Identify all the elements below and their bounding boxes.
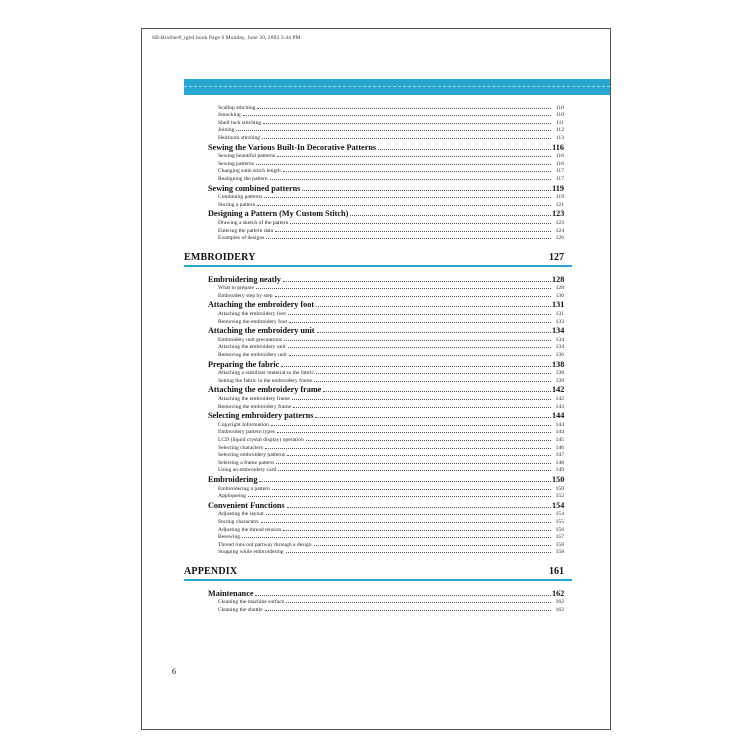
chapter-page: 161 [549,566,564,578]
toc-subentry[interactable] [184,200,564,208]
toc-entry-page: 134 [555,344,564,351]
toc-entry-title: Removing the embroidery frame [218,403,292,410]
toc-entry-title: Scallop stitching [218,104,256,111]
toc-entry-title: Sewing combined patterns [208,183,301,193]
toc-subentry[interactable] [184,402,564,410]
toc-subentry[interactable] [184,167,564,175]
toc-entry-title: Selecting embroidery patterns [218,452,286,459]
leader-dots [275,296,551,297]
toc-entry-page: 148 [555,459,564,466]
leader-dots [315,417,551,418]
toc-subentry[interactable] [184,159,564,167]
toc-entry-title: Resewing [218,534,241,541]
toc-entry-title: Selecting a frame pattern [218,459,275,466]
toc-subentry[interactable] [184,605,564,613]
toc-entry-title: Changing satin stitch length [218,168,281,175]
toc-entry-title: Cleaning the shuttle [218,607,263,614]
leader-dots [287,455,551,456]
toc-subentry[interactable] [184,126,564,134]
toc-subentry[interactable] [184,598,564,606]
toc-section-entry[interactable] [184,273,564,284]
toc-subentry[interactable] [184,234,564,242]
toc-entry-title: Removing the embroidery foot [218,318,288,325]
leader-dots [266,238,551,239]
toc-entry-page: 158 [555,549,564,556]
toc-entry-page: 116 [555,160,564,167]
toc-entry-page: 121 [555,201,564,208]
toc-entry-page: 119 [552,183,564,193]
leader-dots [281,366,551,367]
toc-entry-page: 147 [555,452,564,459]
toc-entry-title: Entering the pattern data [218,227,274,234]
toc-entry-page: 139 [555,377,564,384]
leader-dots [236,130,551,131]
toc-subentry[interactable] [184,309,564,317]
toc-entry-title: Joining [218,127,235,134]
toc-subentry[interactable] [184,484,564,492]
toc-subentry[interactable] [184,376,564,384]
toc-subentry[interactable] [184,548,564,556]
toc-subentry[interactable] [184,533,564,541]
toc-entry-title: Thread runs out partway through a design [218,541,312,548]
toc-subentry[interactable] [184,291,564,299]
toc-subentry[interactable] [184,218,564,226]
toc-entry-page: 116 [555,153,564,160]
top-accent-bar [184,79,610,95]
leader-dots [259,481,551,482]
toc-entry-title: Heirloom stitching [218,134,261,141]
toc-subentry[interactable] [184,174,564,182]
toc-subentry[interactable] [184,517,564,525]
toc-entry-page: 123 [552,209,565,219]
toc-subentry[interactable] [184,343,564,351]
toc-entry-page: 138 [555,370,564,377]
leader-dots [293,407,551,408]
toc-entry-page: 116 [552,142,564,152]
page-number: 6 [172,667,176,676]
toc-entry-title: Realigning the pattern [218,175,268,182]
toc-entry-page: 113 [555,134,564,141]
toc-subentry[interactable] [184,152,564,160]
toc-entry-page: 136 [555,352,564,359]
toc-subentry[interactable] [184,369,564,377]
toc-section-entry[interactable] [184,410,564,421]
toc-subentry[interactable] [184,510,564,518]
toc-entry-page: 150 [555,485,564,492]
toc-subentry[interactable] [184,111,564,119]
toc-entry-title: Storing characters [218,518,259,525]
chapter-heading-appendix [184,563,564,581]
toc-entry-page: 146 [555,444,564,451]
leader-dots [287,507,551,508]
toc-entry-title: Sewing beautiful patterns [218,153,276,160]
leader-dots [257,108,551,109]
toc-entry-page: 162 [555,599,564,606]
leader-dots [323,391,551,392]
toc-subentry[interactable] [184,466,564,474]
toc-entry-title: Embroidering [208,474,258,484]
chapter-title: APPENDIX [184,566,238,578]
toc-entry-page: 138 [552,359,565,369]
toc-entry-page: 156 [555,526,564,533]
toc-entry-title: Attaching the embroidery unit [208,326,315,336]
toc-entry-page: 117 [555,168,564,175]
toc-entry-page: 131 [552,300,565,310]
toc-entry-page: 130 [555,292,564,299]
leader-dots [277,432,551,433]
toc-section-entry[interactable] [184,141,564,152]
toc-entry-page: 126 [555,235,564,242]
toc-entry-title: Drawing a sketch of the pattern [218,219,289,226]
toc-entry-page: 117 [555,175,564,182]
toc-entry-page: 134 [552,326,565,336]
toc-entry-title: Copyright Information [218,421,269,428]
toc-entry-title: Sewing the Various Built-In Decorative Patterns [208,142,377,152]
toc-entry-title: Attaching a stabilizer material to the fabric [218,370,314,377]
leader-dots [289,322,551,323]
toc-entry-page: 162 [555,607,564,614]
leader-dots [277,156,551,157]
toc-entry-title: Selecting characters [218,444,263,451]
toc-entry-title: Adjusting the layout [218,511,264,518]
toc-section-entry[interactable] [184,384,564,395]
leader-dots [257,205,551,206]
leader-dots [316,306,551,307]
toc-entry-page: 155 [555,518,564,525]
leader-dots [286,552,551,553]
leader-dots [264,197,551,198]
toc-entry-title: Using an embroidery card [218,467,277,474]
toc-entry-page: 128 [552,274,565,284]
table-of-contents [184,103,564,613]
toc-entry-page: 157 [555,534,564,541]
toc-entry-title: Attaching the embroidery foot [218,311,286,318]
toc-entry-page: 142 [555,396,564,402]
toc-entry-title: LCD (liquid crystal display) operation [218,436,304,443]
toc-entry-title: Attaching the embroidery frame [218,396,290,402]
chapter-rule [184,265,572,268]
print-header: SB-Brother8_rglel.book Page 6 Monday, June 30, 2003 3:44 PM [152,35,301,41]
toc-list-embroidery [184,273,564,555]
toc-section-entry[interactable] [184,587,564,598]
leader-dots [270,179,551,180]
chapter-rule [184,579,572,582]
leader-dots [292,399,551,400]
toc-entry-title: Removing the embroidery unit [218,352,287,359]
leader-dots [271,425,551,426]
toc-entry-title: Stopping while embroidering [218,549,284,556]
toc-entry-page: 145 [555,436,564,443]
toc-entry-title: Shell tuck stitching [218,119,262,126]
toc-entry-page: 128 [555,285,564,292]
toc-entry-page: 144 [555,429,564,436]
toc-entry-page: 133 [555,318,564,325]
leader-dots [256,164,551,165]
leader-dots [255,595,551,596]
toc-entry-title: What to prepare [218,285,255,292]
toc-entry-title: Setting the fabric in the embroidery frame [218,377,313,384]
toc-entry-title: Selecting embroidery patterns [208,411,314,421]
toc-subentry[interactable] [184,118,564,126]
toc-entry-page: 150 [552,474,565,484]
leader-dots [265,610,551,611]
leader-dots [261,522,551,523]
toc-entry-title: Embroidering a pattern [218,485,270,492]
toc-entry-title: Examples of designs [218,235,265,242]
leader-dots [288,347,551,348]
toc-subentry[interactable] [184,193,564,201]
toc-entry-title: Embroidery pattern types [218,429,275,436]
leader-dots [314,381,551,382]
toc-subentry[interactable] [184,350,564,358]
toc-entry-page: 143 [555,403,564,410]
leader-dots [314,545,551,546]
toc-entry-page: 134 [555,336,564,343]
toc-entry-title: Sewing patterns [218,160,254,167]
toc-subentry[interactable] [184,335,564,343]
toc-entry-page: 110 [555,112,564,119]
leader-dots [316,373,551,374]
toc-entry-page: 124 [555,227,564,234]
leader-dots [272,489,551,490]
leader-dots [248,496,551,497]
toc-entry-title: Smocking [218,112,241,119]
toc-entry-title: Preparing the fabric [208,359,280,369]
toc-entry-page: 149 [555,467,564,474]
toc-entry-page: 154 [552,500,565,510]
leader-dots [289,355,551,356]
leader-dots [350,215,551,216]
toc-section-entry[interactable] [184,182,564,193]
toc-subentry[interactable] [184,451,564,459]
leader-dots [302,190,551,191]
toc-subentry[interactable] [184,435,564,443]
leader-dots [283,530,551,531]
toc-entry-title: Storing a pattern [218,201,256,208]
toc-entry-page: 119 [555,194,564,201]
toc-entry-page: 144 [552,411,565,421]
leader-dots [283,171,551,172]
leader-dots [265,448,551,449]
leader-dots [286,602,551,603]
toc-subentry[interactable] [184,284,564,292]
leader-dots [317,332,551,333]
toc-section-entry[interactable] [184,325,564,336]
toc-entry-page: 154 [555,511,564,518]
leader-dots [290,223,551,224]
toc-section-entry[interactable] [184,208,564,219]
toc-subentry[interactable] [184,420,564,428]
chapter-title: EMBROIDERY [184,252,256,264]
toc-subentry[interactable] [184,317,564,325]
leader-dots [306,440,551,441]
toc-entry-page: 111 [556,119,564,126]
toc-subentry[interactable] [184,394,564,402]
toc-list-top [184,103,564,241]
toc-entry-page: 112 [555,127,564,134]
toc-entry-page: 158 [555,541,564,548]
toc-entry-title: Cleaning the machine surface [218,599,285,606]
toc-entry-title: Embroidering neatly [208,274,281,284]
leader-dots [288,314,551,315]
leader-dots [278,470,551,471]
chapter-page: 127 [549,252,564,264]
toc-entry-page: 144 [555,421,564,428]
toc-subentry[interactable] [184,428,564,436]
leader-dots [262,138,551,139]
leader-dots [242,537,551,538]
toc-subentry[interactable] [184,540,564,548]
leader-dots [378,149,551,150]
toc-entry-title: Attaching the embroidery unit [218,344,286,351]
toc-section-entry[interactable] [184,299,564,310]
toc-entry-title: Attaching the embroidery foot [208,300,315,310]
toc-entry-title: Maintenance [208,588,254,598]
toc-subentry[interactable] [184,226,564,234]
toc-entry-title: Convenient Functions [208,500,285,510]
toc-section-entry[interactable] [184,473,564,484]
toc-entry-page: 131 [555,311,564,318]
toc-subentry[interactable] [184,492,564,500]
leader-dots [283,281,551,282]
leader-dots [243,115,551,116]
toc-entry-page: 162 [552,588,565,598]
toc-subentry[interactable] [184,525,564,533]
manual-page [141,28,611,730]
toc-section-entry[interactable] [184,499,564,510]
toc-subentry[interactable] [184,443,564,451]
leader-dots [266,514,551,515]
toc-entry-title: Embroidery unit precautions [218,336,283,343]
leader-dots [263,123,551,124]
toc-entry-title: Appliqueing [218,493,246,500]
toc-entry-page: 152 [555,493,564,500]
toc-subentry[interactable] [184,103,564,111]
toc-section-entry[interactable] [184,358,564,369]
leader-dots [256,288,551,289]
toc-entry-title: Adjusting the thread tension [218,526,282,533]
toc-entry-title: Attaching the embroidery frame [208,385,322,395]
chapter-heading-embroidery [184,249,564,267]
toc-subentry[interactable] [184,133,564,141]
toc-entry-page: 110 [555,104,564,111]
toc-list-appendix [184,587,564,613]
toc-entry-title: Embroidery step by step [218,292,273,299]
leader-dots [284,340,551,341]
toc-entry-title: Designing a Pattern (My Custom Stitch) [208,209,349,219]
leader-dots [275,231,551,232]
toc-entry-page: 142 [552,385,565,395]
toc-subentry[interactable] [184,458,564,466]
leader-dots [276,463,551,464]
toc-entry-title: Combining patterns [218,194,263,201]
toc-entry-page: 123 [555,219,564,226]
